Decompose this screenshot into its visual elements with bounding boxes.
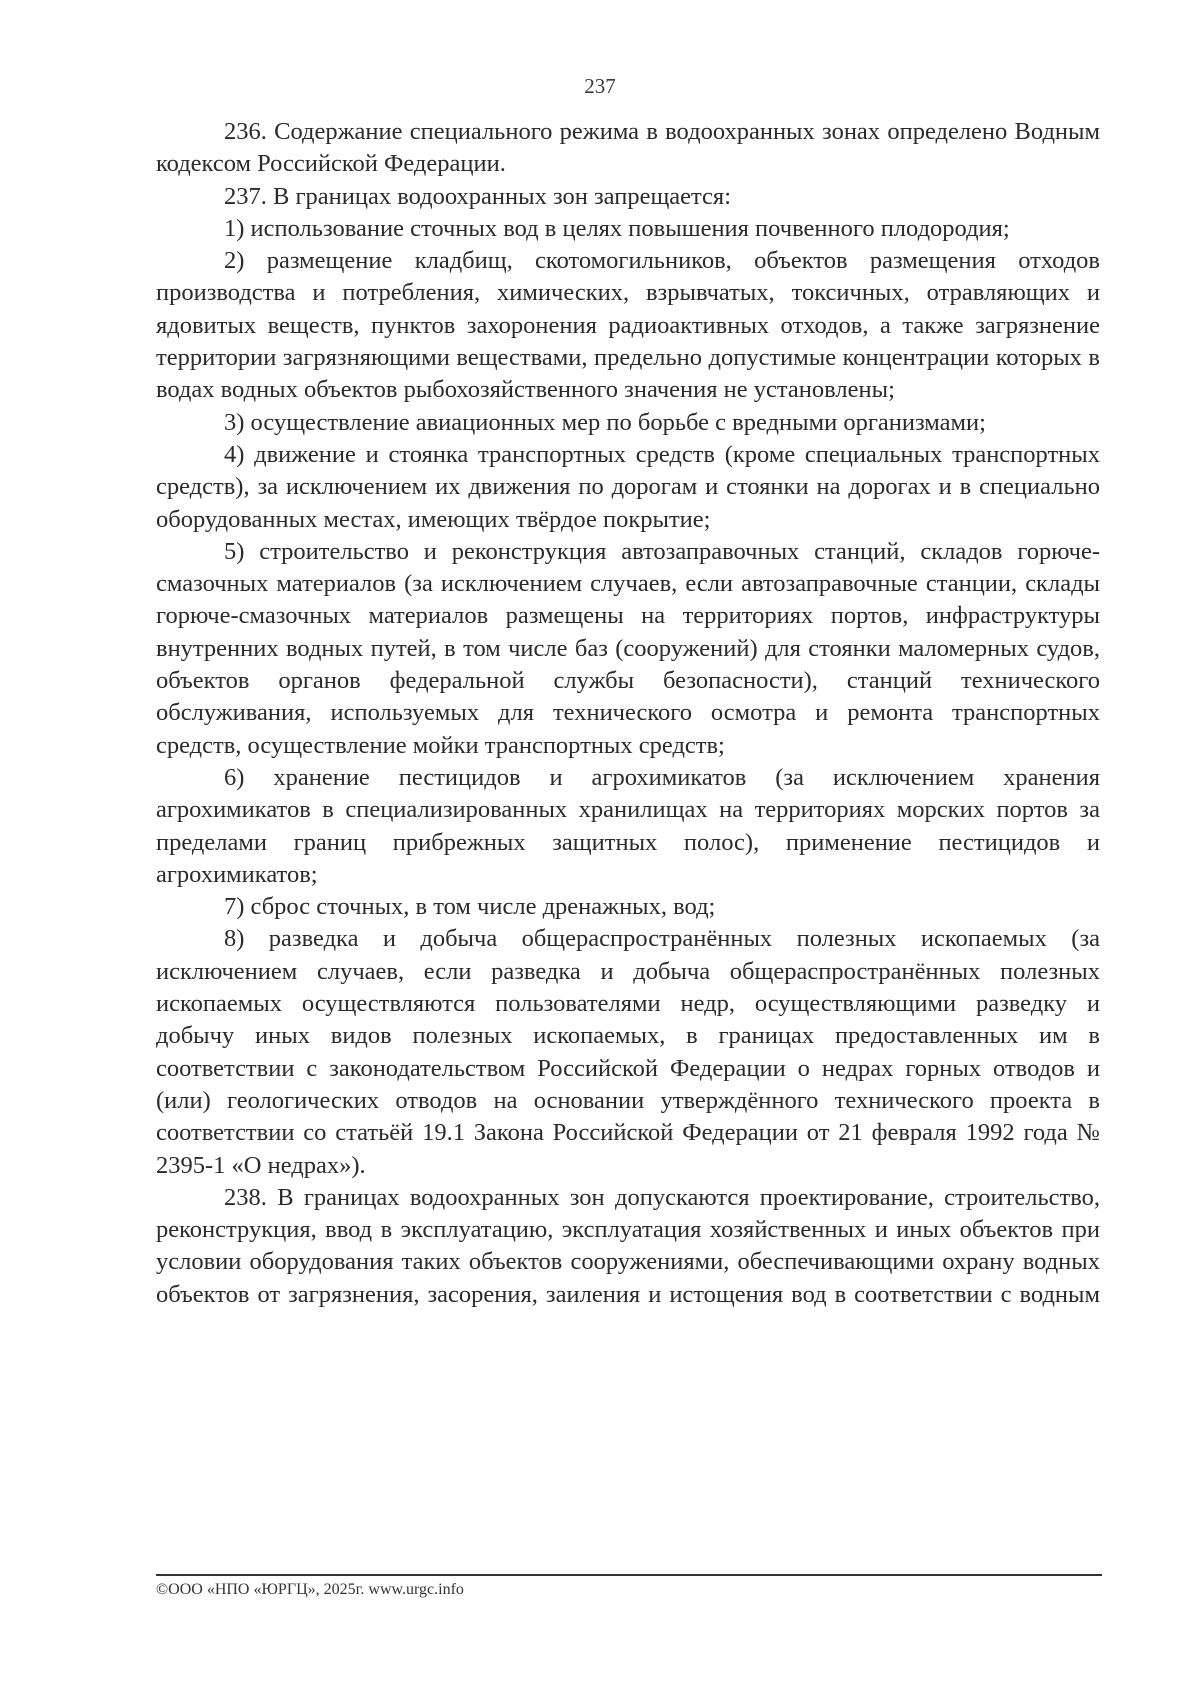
list-item-4: 4) движение и стоянка транспортных средств (кроме специальных транспортных средств), за исключением их движения по дорогам и стоянки на дорогах и в специально оборудованных местах, имеющих твёрдое покрытие; bbox=[156, 440, 1100, 533]
list-item-7: 7) сброс сточных, в том числе дренажных, вод; bbox=[224, 893, 716, 921]
list-item-2: 2) размещение кладбищ, скотомогильников, объектов размещения отходов производства и потребления, химических, взрывчатых, токсичных, отравляющих и ядовитых веществ, пунктов захоронения радиоактивных отходов, а также загрязнение территории загрязняющими веществами, предельно допустимые концентрации которых в водах водных объектов рыбохозяйственного значения не установлены; bbox=[156, 247, 1100, 404]
list-item-5: 5) строительство и реконструкция автозаправочных станций, складов горюче-смазочных материалов (за исключением случаев, если автозаправочные станции, склады горюче-смазочных материалов размещены на территориях портов, инфраструктуры внутренних водных путей, в том числе баз (сооружений) для стоянки маломерных судов, объектов органов федеральной службы безопасности), станций технического обслуживания, используемых для технического осмотра и ремонта транспортных средств, осуществление мойки транспортных средств; bbox=[156, 537, 1100, 759]
list-item-6: 6) хранение пестицидов и агрохимикатов (за исключением хранения агрохимикатов в специализированных хранилищах на территориях морских портов за пределами границ прибрежных защитных полос), применение пестицидов и агрохимикатов; bbox=[156, 763, 1100, 888]
paragraph-236: 236. Содержание специального режима в водоохранных зонах определено Водным кодексом Российской Федерации. bbox=[156, 118, 1100, 178]
list-item-3: 3) осуществление авиационных мер по борьбе с вредными организмами; bbox=[224, 408, 986, 436]
footer-divider bbox=[156, 1574, 1102, 1576]
paragraph-237: 237. В границах водоохранных зон запрещается: bbox=[224, 182, 732, 210]
document-body bbox=[156, 116, 1100, 1311]
paragraph-238: 238. В границах водоохранных зон допускаются проектирование, строительство, реконструкция, ввод в эксплуатацию, эксплуатация хозяйственных и иных объектов при условии оборудования таких объектов сооружениями, обеспечивающими охрану водных объектов от загрязнения, засорения, заиления и истощения вод в соответствии с водным bbox=[156, 1183, 1100, 1308]
page-number: 237 bbox=[584, 74, 616, 98]
list-item-8: 8) разведка и добыча общераспространённых полезных ископаемых (за исключением случаев, если разведка и добыча общераспространённых полезных ископаемых осуществляются пользователями недр, осуществляющими разведку и добычу иных видов полезных ископаемых, в границах предоставленных им в соответствии с законодательством Российской Федерации о недрах горных отводов и (или) геологических отводов на основании утверждённого технического проекта в соответствии со статьёй 19.1 Закона Российской Федерации от 21 февраля 1992 года № 2395-1 «О недрах»). bbox=[156, 925, 1100, 1179]
footer-copyright: ©ООО «НПО «ЮРГЦ», 2025г. www.urgc.info bbox=[156, 1581, 464, 1598]
list-item-1: 1) использование сточных вод в целях повышения почвенного плодородия; bbox=[224, 214, 1010, 242]
